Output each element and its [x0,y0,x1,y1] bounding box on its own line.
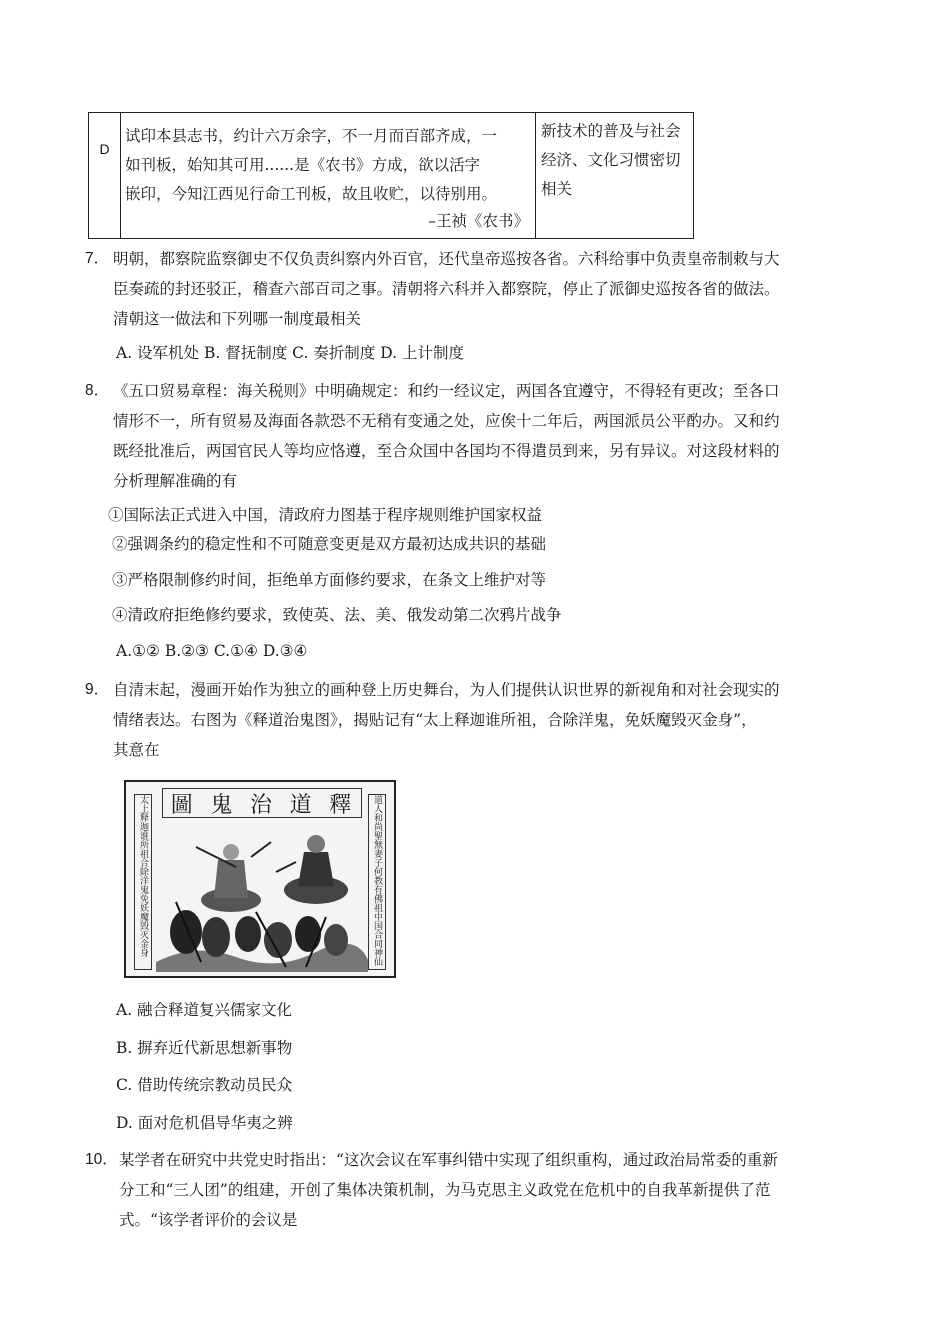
q8-statement-1: ①国际法正式进入中国，清政府力图基于程序规则维护国家权益 [108,506,543,524]
question-line: 分析理解准确的有 [113,472,238,490]
cartoon-title: 圖 鬼 治 道 釋 [162,788,362,818]
question-10 [85,1145,865,1235]
question-line: 情绪表达。右图为《释道治鬼图》，揭贴记有“太上释迦谁所祖，合除洋鬼，免妖魔毁灭金身”， [113,711,757,729]
q8-statement-3: ③严格限制修约时间，拒绝单方面修约要求，在条文上维护对等 [112,571,547,589]
q8-options[interactable]: A.①② B.②③ C.①④ D.③④ [116,642,308,660]
question-number: 8． [85,382,110,399]
question-line: 臣奏疏的封还驳正，稽查六部百司之事。清朝将六科并入都察院，停止了派御史巡按各省的做法。 [113,280,780,298]
cartoon-right-inscription: 道人和尚聖無妻子何教有佛祖中国合同神仙 [368,794,386,970]
q9-option-b[interactable]: B. 摒弃近代新思想新事物 [116,1039,293,1057]
question-line: 某学者在研究中共党史时指出：“这次会议在军事纠错中实现了组织重构，通过政治局常委的重新 [119,1151,778,1169]
question-line: 自清末起，漫画开始作为独立的画种登上历史舞台，为人们提供认识世界的新视角和对社会现实的 [113,681,780,699]
conclusion-line: 相关 [541,180,573,198]
cartoon-left-inscription: 太上释迦谁所祖合除洋鬼免妖魔毁灭金身 [134,794,152,970]
q9-option-d[interactable]: D. 面对危机倡导华夷之辨 [116,1114,293,1132]
question-9 [85,675,865,765]
question-number: 7． [85,250,110,267]
question-number: 10． [85,1151,118,1168]
option-table-row [88,112,694,239]
quote-source: –王祯《农书》 [428,212,529,230]
row-letter-cell [89,113,121,238]
question-line: 明朝，都察院监察御史不仅负责纠察内外百官，还代皇帝巡按各省。六科给事中负责皇帝制敕与大 [113,250,780,268]
question-line: 其意在 [113,741,160,759]
quote-cell [121,113,536,238]
question-number: 9． [85,681,110,698]
question-line: 《五口贸易章程：海关税则》中明确规定：和约一经议定，两国各宜遵守，不得轻有更改；至各口 [113,382,780,400]
q8-statement-4: ④清政府拒绝修约要求，致使英、法、美、俄发动第二次鸦片战争 [112,606,562,624]
question-line: 既经批准后，两国官民人等均应恪遵，至合众国中各国均不得遣员到来，另有异议。对这段材料的 [113,442,780,460]
cartoon-drawing [156,822,368,972]
conclusion-line: 新技术的普及与社会 [541,122,681,140]
question-line: 式。“该学者评价的会议是 [119,1211,298,1229]
q9-option-c[interactable]: C. 借助传统宗教动员民众 [116,1076,293,1094]
question-7 [85,244,865,334]
quote-line: 嵌印，今知江西见行命工刊板，故且收贮，以待别用。 [125,185,498,203]
quote-line: 如刊板，始知其可用......是《农书》方成，欲以活字 [125,156,481,174]
cartoon-image [124,780,396,978]
conclusion-cell [536,113,693,238]
conclusion-line: 经济、文化习惯密切 [541,151,681,169]
quote-line: 试印本县志书，约计六万余字，不一月而百部齐成，一 [125,127,498,145]
row-letter: D [99,141,110,157]
q8-statement-2: ②强调条约的稳定性和不可随意变更是双方最初达成共识的基础 [112,535,547,553]
q9-option-a[interactable]: A. 融合释道复兴儒家文化 [116,1001,293,1019]
question-8 [85,376,865,496]
question-line: 分工和“三人团”的组建，开创了集体决策机制，为马克思主义政党在危机中的自我革新提供了范 [119,1181,771,1199]
question-line: 情形不一，所有贸易及海面各款恐不无稍有变通之处，应俟十二年后，两国派员公平酌办。又和约 [113,412,780,430]
q7-options[interactable]: A. 设军机处 B. 督抚制度 C. 奏折制度 D. 上计制度 [116,344,464,362]
question-line: 清朝这一做法和下列哪一制度最相关 [113,310,362,328]
